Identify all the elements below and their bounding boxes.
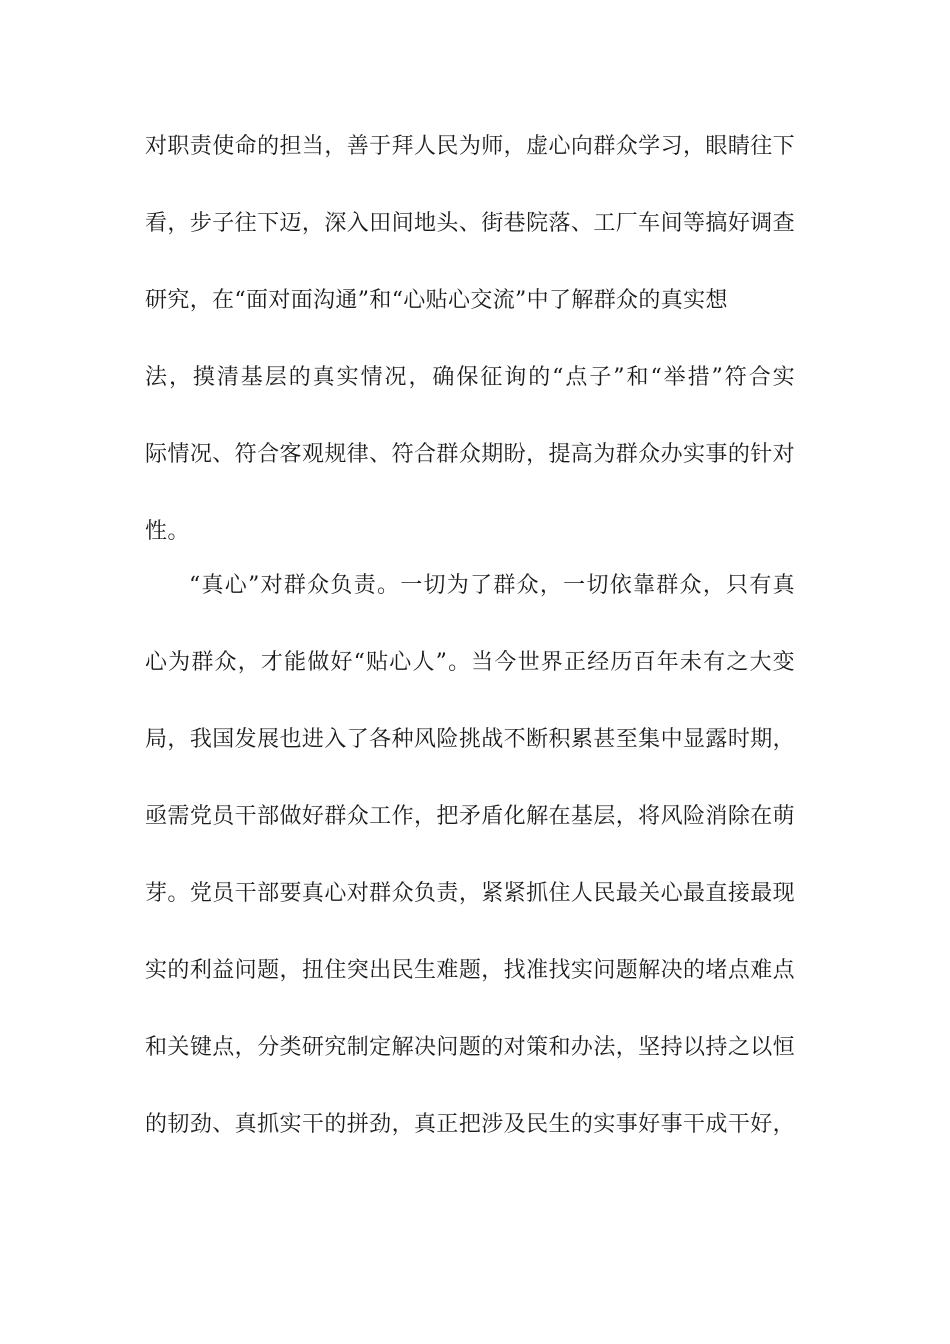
text-line: 的韧劲、真抓实干的拼劲，真正把涉及民生的实事好事干成干好， bbox=[145, 1112, 795, 1137]
text-line: 实的利益问题，扭住突出民生难题，找准找实问题解决的堵点难点 bbox=[145, 958, 795, 983]
text-line: 性。 bbox=[145, 519, 190, 544]
text-line: 心为群众，才能做好“贴心人”。当今世界正经历百年未有之大变 bbox=[145, 650, 795, 675]
text-line: 和关键点，分类研究制定解决问题的对策和办法，坚持以持之以恒 bbox=[145, 1035, 795, 1060]
text-line: 法，摸清基层的真实情况，确保征询的“点子”和“举措”符合实 bbox=[145, 365, 795, 390]
text-line: 芽。党员干部要真心对群众负责，紧紧抓住人民最关心最直接最现 bbox=[145, 881, 795, 906]
text-line: 对职责使命的担当，善于拜人民为师，虚心向群众学习，眼睛往下 bbox=[145, 134, 795, 159]
text-line: 际情况、符合客观规律、符合群众期盼，提高为群众办实事的针对 bbox=[145, 442, 795, 467]
text-line: 局，我国发展也进入了各种风险挑战不断积累甚至集中显露时期， bbox=[145, 727, 795, 752]
text-line: 研究，在“面对面沟通”和“心贴心交流”中了解群众的真实想 bbox=[145, 288, 728, 313]
text-line: “真心”对群众负责。一切为了群众，一切依靠群众，只有真 bbox=[189, 573, 795, 598]
text-line: 看，步子往下迈，深入田间地头、街巷院落、工厂车间等搞好调查 bbox=[145, 211, 795, 236]
text-line: 亟需党员干部做好群众工作，把矛盾化解在基层，将风险消除在萌 bbox=[145, 804, 795, 829]
